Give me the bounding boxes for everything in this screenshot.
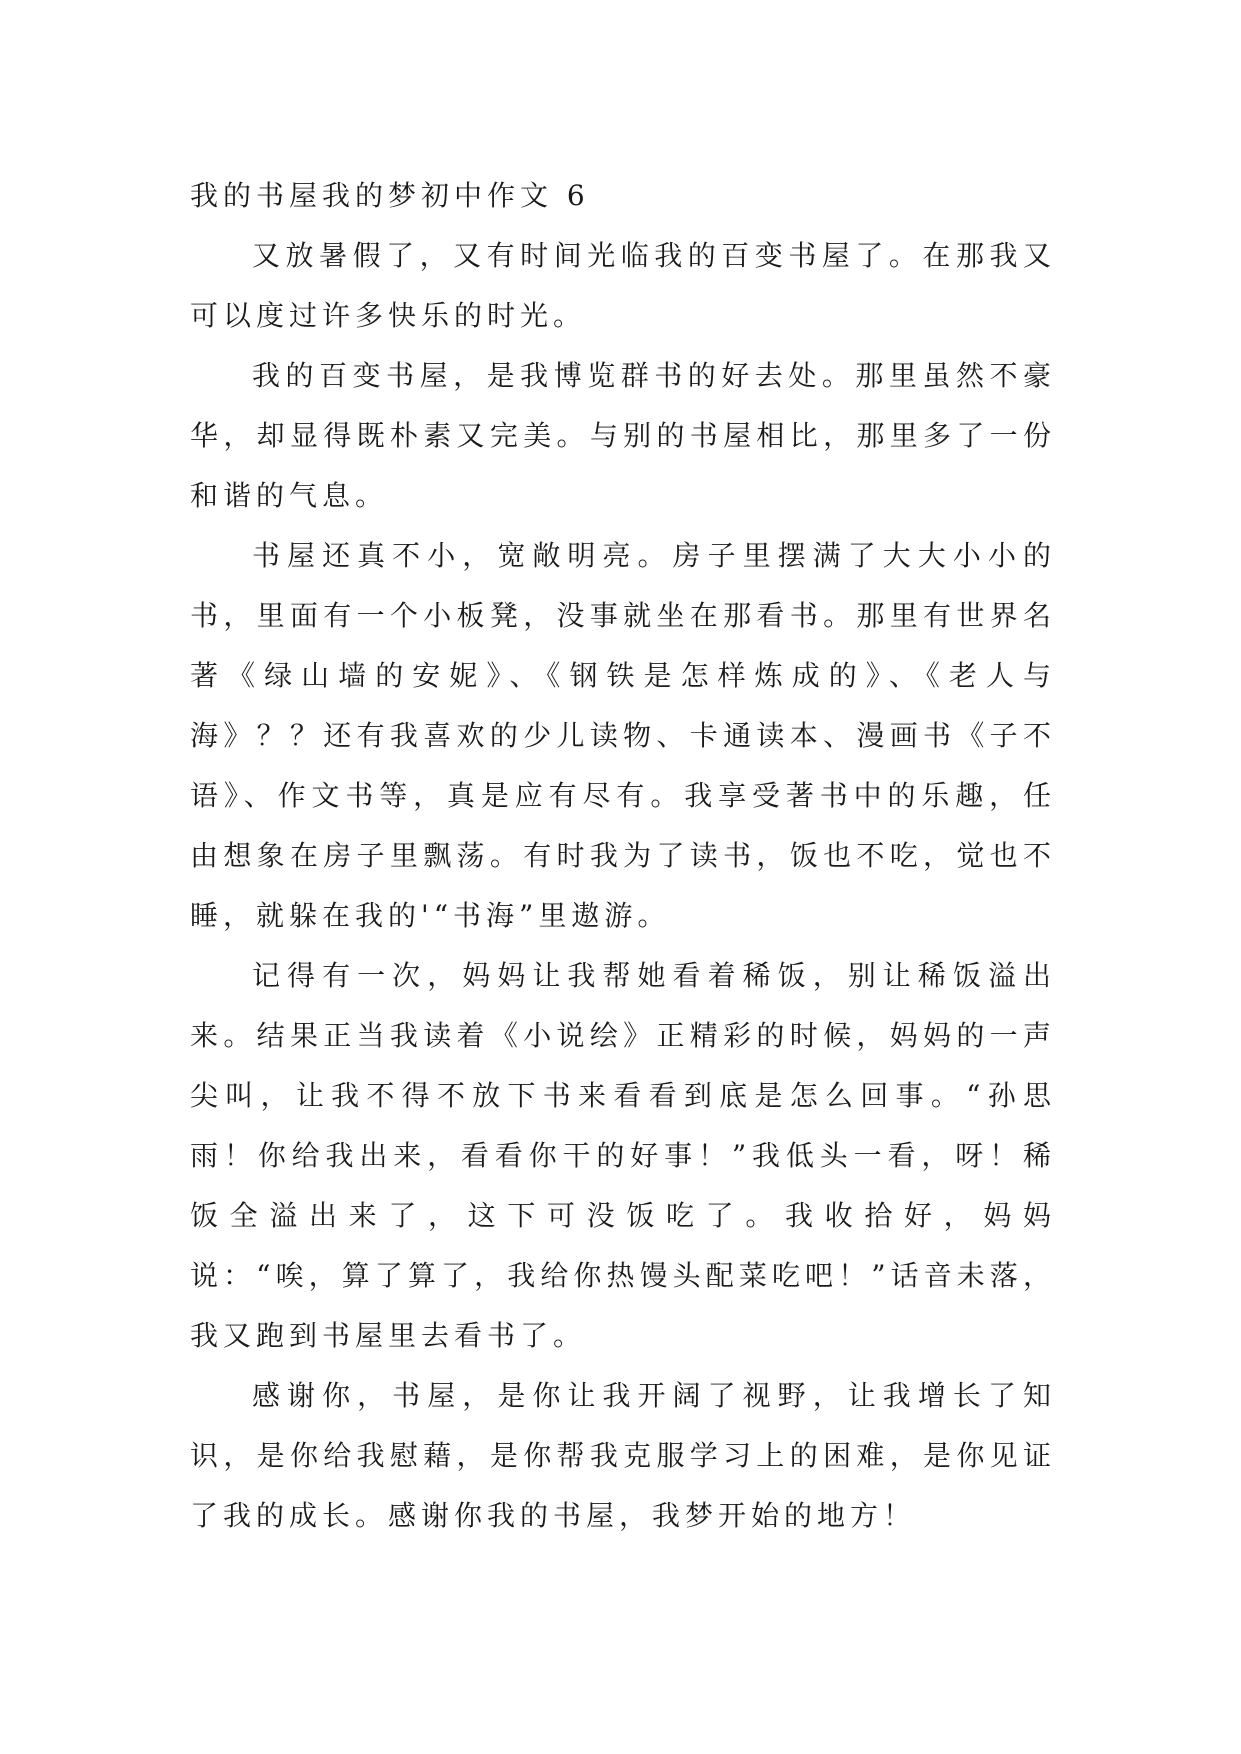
paragraph-1: 又放暑假了，又有时间光临我的百变书屋了。在那我又可以度过许多快乐的时光。 [190,239,1056,332]
document-body [190,166,1056,1546]
document-title: 我的书屋我的梦初中作文 6 [190,179,590,212]
paragraph-3: 书屋还真不小，宽敞明亮。房子里摆满了大大小小的书，里面有一个小板凳，没事就坐在那看书。那里有世界名著《绿山墙的安妮》、《钢铁是怎样炼成的》、《老人与海》？？还有我喜欢的少儿读物、卡通读本、漫画书《子不语》、作文书等，真是应有尽有。我享受著书中的乐趣，任由想象在房子里飘荡。有时我为了读书，饭也不吃，觉也不睡，就躲在我的'“书海”里遨游。 [190,539,1056,932]
paragraph-2: 我的百变书屋，是我博览群书的好去处。那里虽然不豪华，却显得既朴素又完美。与别的书屋相比，那里多了一份和谐的气息。 [190,359,1056,512]
paragraph-5: 感谢你，书屋，是你让我开阔了视野，让我增长了知识，是你给我慰藉，是你帮我克服学习上的困难，是你见证了我的成长。感谢你我的书屋，我梦开始的地方！ [190,1379,1056,1532]
paragraph-4: 记得有一次，妈妈让我帮她看着稀饭，别让稀饭溢出来。结果正当我读着《小说绘》正精彩的时候，妈妈的一声尖叫，让我不得不放下书来看看到底是怎么回事。“孙思雨！你给我出来，看看你干的好事！”我低头一看，呀！稀饭全溢出来了，这下可没饭吃了。我收拾好，妈妈说：“唉，算了算了，我给你热馒头配菜吃吧！”话音未落，我又跑到书屋里去看书了。 [190,959,1056,1352]
